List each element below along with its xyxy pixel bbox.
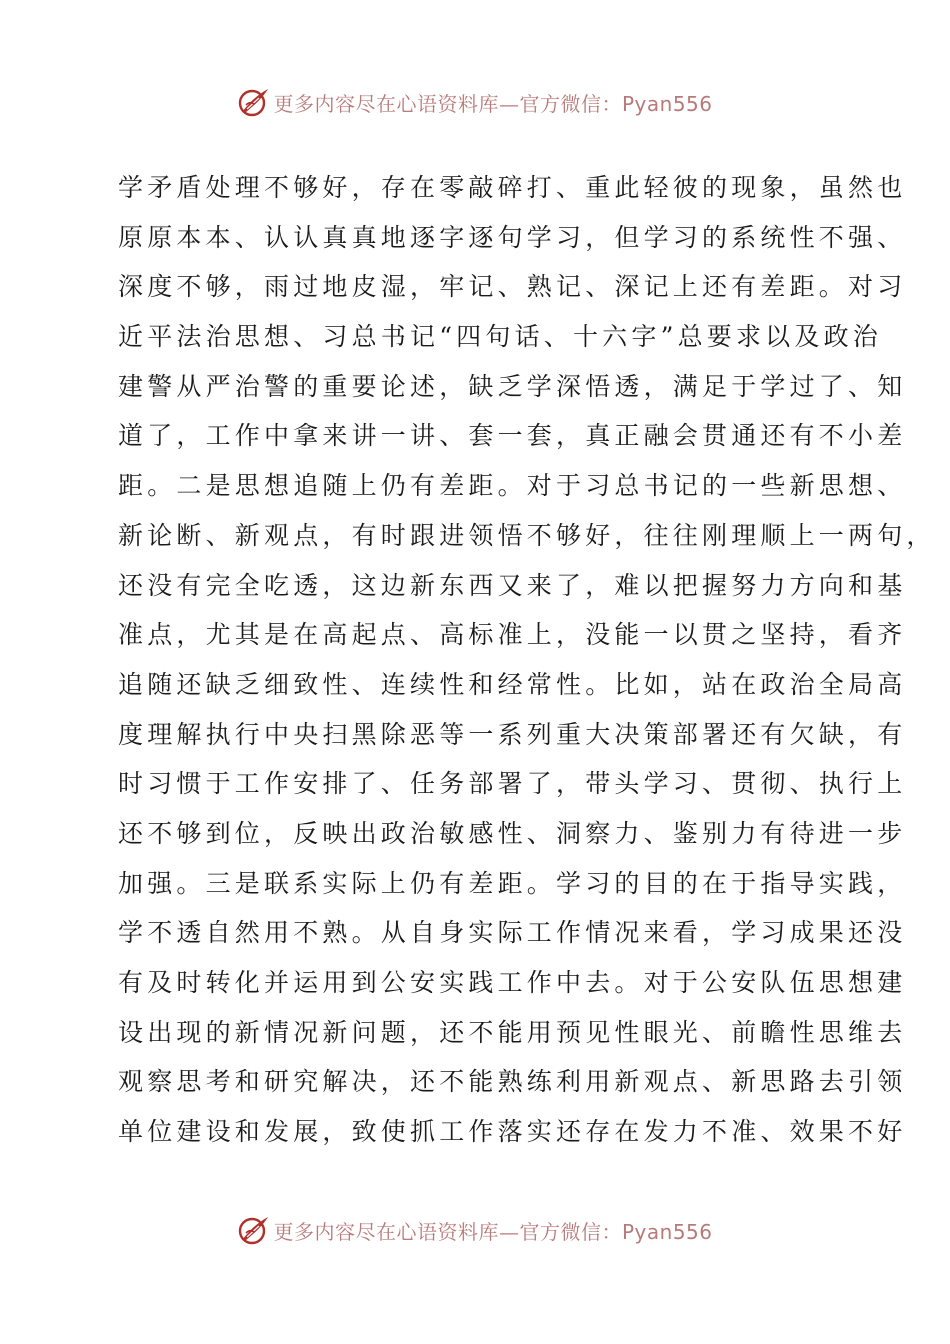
body-line: 度理解执行中央扫黑除恶等一系列重大决策部署还有欠缺，有: [118, 719, 907, 749]
header-separator: —: [498, 91, 520, 116]
body-line: 加强。三是联系实际上仍有差距。学习的目的在于指导实践，: [118, 868, 907, 898]
body-line: 追随还缺乏细致性、连续性和经常性。比如，站在政治全局高: [118, 669, 907, 699]
body-line: 还不够到位，反映出政治敏感性、洞察力、鉴别力有待进一步: [118, 818, 907, 848]
document-body: [118, 163, 936, 1157]
body-line: 学矛盾处理不够好，存在零敲碎打、重此轻彼的现象，虽然也: [118, 173, 907, 202]
footer-wechat-id: Pyan556: [621, 1219, 713, 1244]
footer-banner: [0, 1210, 950, 1250]
body-line: 新论断、新观点，有时跟进领悟不够好，往往刚理顺上一两句，: [118, 520, 936, 550]
quill-logo-icon: [237, 85, 271, 119]
body-line: 准点，尤其是在高起点、高标准上，没能一以贯之坚持，看齐: [118, 620, 907, 650]
body-line: 观察思考和研究解决，还不能熟练利用新观点、新思路去引领: [118, 1067, 907, 1097]
body-line: 近平法治思想、习总书记“四句话、十六字”总要求以及政治: [118, 322, 882, 352]
body-line: 还没有完全吃透，这边新东西又来了，难以把握努力方向和基: [118, 570, 907, 600]
body-line: 有及时转化并运用到公安实践工作中去。对于公安队伍思想建: [118, 968, 907, 997]
body-line: 建警从严治警的重要论述，缺乏学深悟透，满足于学过了、知: [118, 371, 907, 401]
footer-wechat-label: 官方微信：: [519, 1219, 622, 1244]
header-wechat-label: 官方微信：: [519, 91, 622, 116]
body-line: 学不透自然用不熟。从自身实际工作情况来看，学习成果还没: [118, 918, 907, 948]
header-text: [273, 88, 712, 117]
header-banner: [0, 82, 950, 122]
quill-logo-icon: [237, 1213, 271, 1247]
body-line: 时习惯于工作安排了、任务部署了，带头学习、贯彻、执行上: [118, 769, 907, 799]
footer-text: [273, 1216, 712, 1245]
footer-site-name: 更多内容尽在心语资料库: [273, 1219, 499, 1244]
footer-separator: —: [498, 1219, 520, 1244]
body-line: 原原本本、认认真真地逐字逐句学习，但学习的系统性不强、: [118, 222, 907, 252]
body-line: 道了，工作中拿来讲一讲、套一套，真正融会贯通还有不小差: [118, 421, 907, 451]
body-line: 深度不够，雨过地皮湿，牢记、熟记、深记上还有差距。对习: [118, 272, 907, 302]
body-line: 单位建设和发展，致使抓工作落实还存在发力不准、效果不好: [118, 1117, 907, 1147]
body-line: 距。二是思想追随上仍有差距。对于习总书记的一些新思想、: [118, 471, 907, 501]
header-wechat-id: Pyan556: [621, 91, 713, 116]
body-line: 设出现的新情况新问题，还不能用预见性眼光、前瞻性思维去: [118, 1017, 907, 1047]
header-site-name: 更多内容尽在心语资料库: [273, 91, 499, 116]
